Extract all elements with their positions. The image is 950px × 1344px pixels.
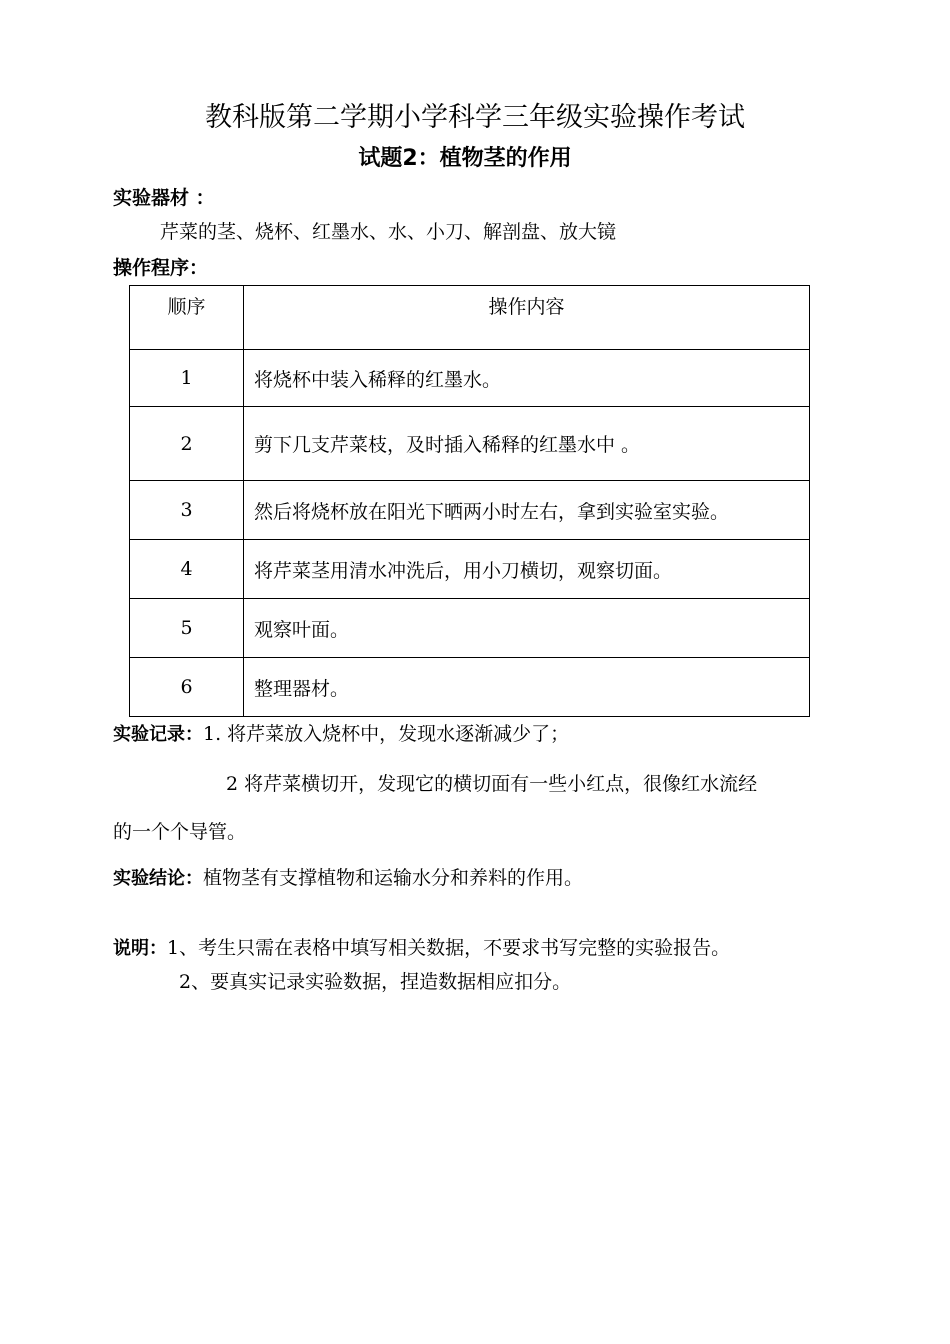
- row-content: 整理器材。: [244, 658, 810, 717]
- table-row: [130, 350, 810, 407]
- notes-label: 说明：: [113, 938, 167, 959]
- table-row: [130, 540, 810, 599]
- row-seq: 1: [130, 350, 244, 407]
- row-content: 将芹菜茎用清水冲洗后，用小刀横切，观察切面。: [244, 540, 810, 599]
- table-row: [130, 658, 810, 717]
- conclusion-line: [113, 864, 583, 893]
- record-line-2: 2 将芹菜横切开，发现它的横切面有一些小红点，很像红水流经: [226, 773, 758, 795]
- record-line-3: 的一个个导管。: [113, 821, 247, 843]
- record-text-1: 1. 将芹菜放入烧杯中，发现水逐渐减少了；: [203, 723, 570, 745]
- row-content: 观察叶面。: [244, 599, 810, 658]
- conclusion-label: 实验结论：: [113, 868, 203, 889]
- row-content: 将烧杯中装入稀释的红墨水。: [244, 350, 810, 407]
- record-line-1: [113, 720, 569, 749]
- row-seq: 6: [130, 658, 244, 717]
- notes-line-1: [113, 934, 730, 963]
- page-title: 教科版第二学期小学科学三年级实验操作考试: [205, 102, 745, 133]
- table-row: [130, 481, 810, 540]
- table-header-row: [130, 286, 810, 350]
- row-seq: 5: [130, 599, 244, 658]
- page-subtitle: 试题2：植物茎的作用: [358, 146, 572, 171]
- row-seq: 4: [130, 540, 244, 599]
- procedure-label: 操作程序：: [113, 257, 209, 279]
- column-header-content: 操作内容: [244, 286, 810, 350]
- table-row: [130, 599, 810, 658]
- materials-list: 芹菜的茎、烧杯、红墨水、水、小刀、解剖盘、放大镜: [160, 221, 617, 243]
- row-content: 然后将烧杯放在阳光下晒两小时左右，拿到实验室实验。: [244, 481, 810, 540]
- notes-item-2: 2、要真实记录实验数据，捏造数据相应扣分。: [179, 971, 572, 993]
- notes-item-1: 1、考生只需在表格中填写相关数据，不要求书写完整的实验报告。: [167, 937, 731, 959]
- materials-label: 实验器材 ：: [113, 187, 215, 209]
- table-row: [130, 407, 810, 481]
- conclusion-text: 植物茎有支撑植物和运输水分和养料的作用。: [203, 867, 584, 889]
- column-header-seq: 顺序: [130, 286, 244, 350]
- row-seq: 2: [130, 407, 244, 481]
- row-seq: 3: [130, 481, 244, 540]
- procedure-table: [129, 285, 810, 717]
- row-content: 剪下几支芹菜枝，及时插入稀释的红墨水中 。: [244, 407, 810, 481]
- record-label: 实验记录：: [113, 724, 203, 745]
